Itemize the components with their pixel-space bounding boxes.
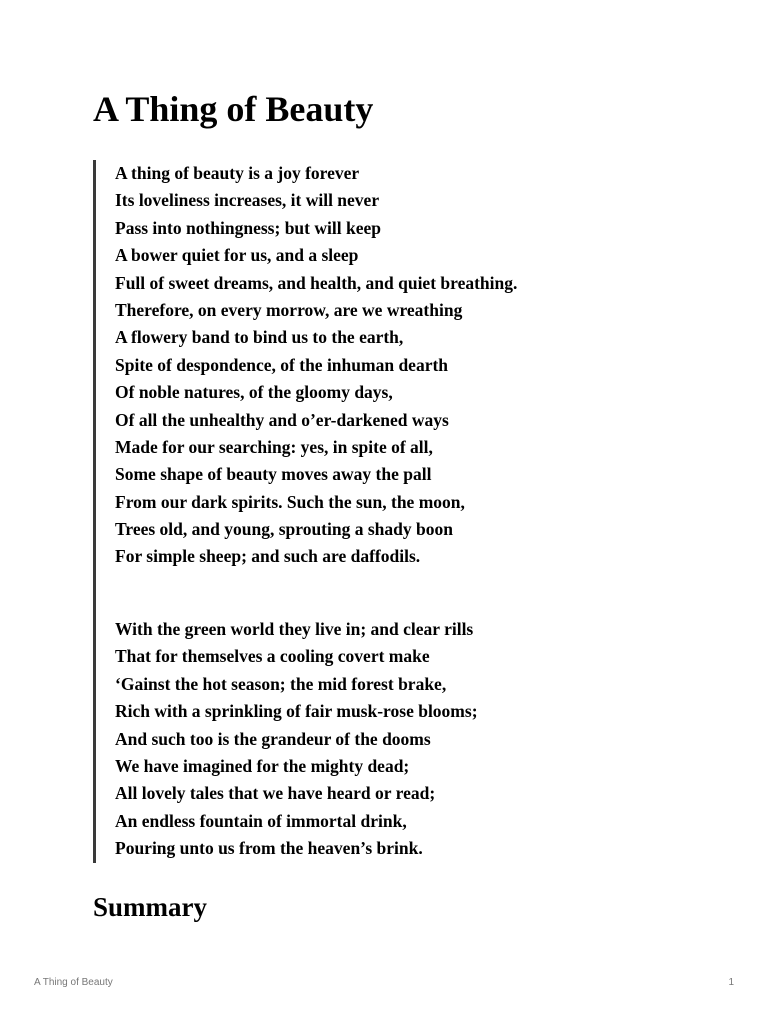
poem-line: Some shape of beauty moves away the pall — [115, 464, 432, 485]
stanza-2 — [115, 616, 478, 863]
poem-line: And such too is the grandeur of the dooms — [115, 728, 431, 749]
footer-title: A Thing of Beauty — [34, 977, 113, 988]
poem-line: Of all the unhealthy and o’er-darkened ways — [115, 409, 449, 430]
poem-line: Spite of despondence, of the inhuman dearth — [115, 354, 449, 375]
poem-line: Pouring unto us from the heaven’s brink. — [115, 838, 423, 859]
poem-line: A flowery band to bind us to the earth, — [115, 327, 404, 348]
stanza-1 — [115, 160, 517, 571]
poem-line: Full of sweet dreams, and health, and quiet breathing. — [115, 272, 518, 293]
poem-line: A thing of beauty is a joy forever — [115, 163, 360, 183]
poem-line: That for themselves a cooling covert make — [115, 646, 430, 667]
poem-blockquote — [93, 160, 613, 863]
summary-heading: Summary — [93, 892, 207, 922]
poem-line: Rich with a sprinkling of fair musk-rose blooms; — [115, 701, 478, 722]
poem-line: ‘Gainst the hot season; the mid forest brake, — [115, 673, 447, 694]
poem-line: A bower quiet for us, and a sleep — [115, 245, 359, 266]
poem-line: With the green world they live in; and clear rills — [115, 619, 474, 639]
poem-line: Made for our searching: yes, in spite of all, — [115, 436, 433, 457]
poem-line: Of noble natures, of the gloomy days, — [115, 382, 393, 403]
poem-line: All lovely tales that we have heard or read; — [115, 783, 436, 804]
poem-line: From our dark spirits. Such the sun, the moon, — [115, 491, 465, 512]
poem-line: Its loveliness increases, it will never — [115, 190, 380, 211]
page-number: 1 — [728, 977, 734, 988]
poem-title: A Thing of Beauty — [93, 89, 374, 129]
poem-line: We have imagined for the mighty dead; — [115, 755, 410, 776]
poem-line: Therefore, on every morrow, are we wreathing — [115, 299, 463, 320]
poem-line: Pass into nothingness; but will keep — [115, 217, 381, 238]
poem-line: For simple sheep; and such are daffodils. — [115, 546, 421, 567]
poem-line: Trees old, and young, sprouting a shady boon — [115, 519, 453, 540]
poem-line: An endless fountain of immortal drink, — [115, 810, 407, 831]
